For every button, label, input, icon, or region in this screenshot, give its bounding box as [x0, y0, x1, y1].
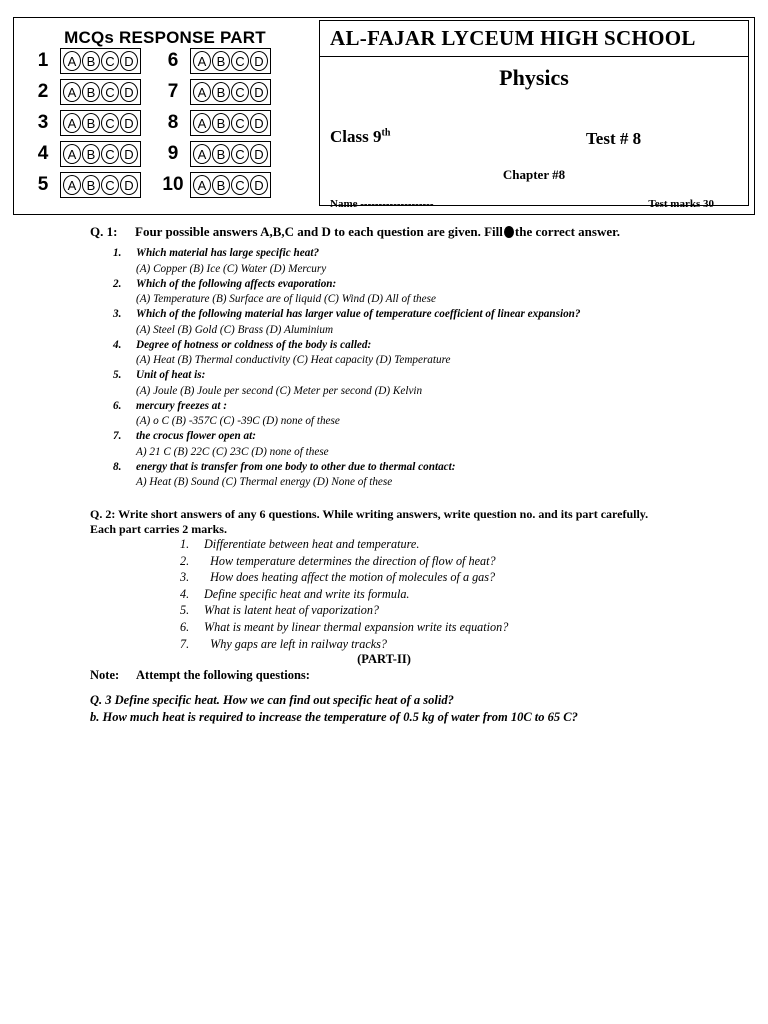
- mcq-question-number: 8.: [113, 460, 122, 473]
- short-question-number: 3.: [180, 570, 190, 585]
- short-question-text: How does heating affect the motion of molecules of a gas?: [204, 570, 496, 585]
- answer-bubble-a[interactable]: A: [193, 51, 211, 71]
- question-number: 5: [37, 174, 49, 195]
- answer-bubble-b[interactable]: B: [82, 51, 100, 71]
- mcq-question-number: 2.: [113, 277, 122, 290]
- mcq-response-row: [32, 108, 141, 138]
- answer-bubble-d[interactable]: D: [120, 175, 138, 195]
- answer-bubble-b[interactable]: B: [212, 144, 230, 164]
- name-field[interactable]: Name --------------------: [330, 198, 434, 210]
- option-box: [190, 172, 271, 198]
- mcq-response-row: [162, 108, 271, 138]
- mcq-question: [113, 246, 673, 262]
- answer-bubble-d[interactable]: D: [120, 51, 138, 71]
- class-label: [330, 127, 390, 147]
- answer-bubble-c[interactable]: C: [231, 82, 249, 102]
- answer-bubble-d[interactable]: D: [250, 82, 268, 102]
- question-number: 9: [167, 143, 179, 164]
- answer-bubble-d[interactable]: D: [120, 113, 138, 133]
- answer-bubble-c[interactable]: C: [101, 82, 119, 102]
- answer-bubble-c[interactable]: C: [231, 51, 249, 71]
- short-question-text: Define specific heat and write its formula.: [204, 586, 410, 601]
- short-question: [180, 636, 508, 653]
- answer-bubble-c[interactable]: C: [231, 175, 249, 195]
- mcq-question-number: 3.: [113, 308, 122, 320]
- answer-bubble-a[interactable]: A: [63, 51, 81, 71]
- short-question-number: 4.: [180, 586, 190, 601]
- subject-title: Physics: [499, 65, 569, 90]
- class-superscript: th: [381, 127, 391, 139]
- school-header: [319, 20, 749, 210]
- mcq-answer-options: (A) Joule (B) Joule per second (C) Meter per second (D) Kelvin: [136, 384, 423, 397]
- mcq-answer-options: (A) o C (B) -357C (C) -39C (D) none of these: [136, 415, 340, 427]
- mcq-question-number: 5.: [113, 369, 122, 381]
- mcq-question-list: [113, 246, 673, 490]
- short-question-text: Why gaps are left in railway tracks?: [204, 636, 388, 651]
- answer-bubble-a[interactable]: A: [63, 144, 81, 164]
- short-question-text: Differentiate between heat and temperature.: [204, 537, 420, 551]
- answer-bubble-d[interactable]: D: [250, 51, 268, 71]
- mcq-question-number: 7.: [113, 430, 122, 442]
- answer-bubble-c[interactable]: C: [101, 113, 119, 133]
- mcq-question-number: 1.: [113, 247, 122, 259]
- mcq-question-number: 6.: [113, 399, 122, 412]
- q1-text-before: Four possible answers A,B,C and D to each question are given. Fill: [135, 224, 503, 239]
- short-question-number: 6.: [180, 619, 190, 634]
- mcq-question-text: energy that is transfer from one body to other due to thermal contact:: [136, 460, 456, 473]
- part-two-heading: (PART-II): [357, 652, 411, 666]
- option-box: [60, 110, 141, 136]
- short-question: [180, 536, 508, 553]
- answer-bubble-d[interactable]: D: [250, 113, 268, 133]
- mcq-response-row: [162, 170, 271, 200]
- mcq-question-text: Which material has large specific heat?: [136, 247, 320, 259]
- mcq-question: [113, 460, 673, 476]
- mcq-response-row: [162, 77, 271, 107]
- mcq-question-text: Degree of hotness or coldness of the body is called:: [136, 338, 372, 351]
- question-number: 2: [37, 81, 49, 102]
- short-question: [180, 619, 508, 636]
- question-number: 3: [37, 112, 49, 133]
- answer-bubble-b[interactable]: B: [212, 51, 230, 71]
- answer-bubble-b[interactable]: B: [82, 175, 100, 195]
- note: [90, 668, 310, 683]
- mcq-answer-options: (A) Steel (B) Gold (C) Brass (D) Aluminium: [136, 323, 334, 336]
- answer-bubble-d[interactable]: D: [250, 144, 268, 164]
- mcq-response-panel: [36, 28, 298, 48]
- test-number: Test # 8: [586, 129, 642, 148]
- mcq-question: [113, 338, 673, 354]
- q3-line2: b. How much heat is required to increase the temperature of 0.5 kg of water from 10C to 65 C?: [90, 709, 578, 724]
- mcq-answer-options: A) Heat (B) Sound (C) Thermal energy (D) None of these: [136, 476, 393, 488]
- q2-line2: Each part carries 2 marks.: [90, 522, 227, 536]
- answer-bubble-a[interactable]: A: [193, 113, 211, 133]
- answer-bubble-a[interactable]: A: [63, 113, 81, 133]
- mcq-question: [113, 277, 673, 293]
- q2-instruction: [90, 507, 690, 537]
- note-text: Attempt the following questions:: [136, 668, 310, 682]
- answer-bubble-a[interactable]: A: [193, 175, 211, 195]
- short-question: [180, 602, 508, 619]
- note-label: Note:: [90, 668, 120, 682]
- q2-line1: Q. 2: Write short answers of any 6 questions. While writing answers, write question no. and its part carefully.: [90, 507, 649, 521]
- chapter-label: Chapter #8: [502, 167, 566, 182]
- question-number: 8: [167, 112, 179, 133]
- mcq-response-row: [32, 46, 141, 76]
- q3-block: [90, 692, 578, 725]
- q1-label: Q. 1:: [90, 224, 118, 239]
- mcq-response-row: [32, 170, 141, 200]
- option-box: [60, 172, 141, 198]
- mcq-question-number: 4.: [113, 338, 122, 351]
- answer-bubble-b[interactable]: B: [82, 82, 100, 102]
- short-question: [180, 569, 508, 586]
- mcq-response-row: [32, 77, 141, 107]
- mcq-response-row: [162, 139, 271, 169]
- short-question-list: [180, 536, 508, 652]
- class-text: Class 9: [330, 127, 382, 146]
- answer-bubble-c[interactable]: C: [231, 144, 249, 164]
- option-box: [190, 79, 271, 105]
- option-box: [190, 110, 271, 136]
- mcq-answer-options: A) 21 C (B) 22C (C) 23C (D) none of these: [136, 445, 329, 458]
- answer-bubble-b[interactable]: B: [212, 113, 230, 133]
- option-box: [190, 141, 271, 167]
- mcq-answer-options: (A) Copper (B) Ice (C) Water (D) Mercury: [136, 262, 327, 275]
- answer-bubble-c[interactable]: C: [101, 51, 119, 71]
- short-question-text: What is meant by linear thermal expansion write its equation?: [204, 619, 509, 634]
- mcq-panel-title: MCQs RESPONSE PART: [64, 28, 266, 47]
- filled-bubble-icon: [504, 226, 514, 238]
- mcq-question-text: mercury freezes at :: [136, 399, 228, 412]
- question-number: 1: [37, 50, 49, 71]
- question-number: 4: [37, 143, 49, 164]
- mcq-response-row: [32, 139, 141, 169]
- mcq-question-text: the crocus flower open at:: [136, 430, 256, 442]
- answer-bubble-c[interactable]: C: [231, 113, 249, 133]
- question-number: 7: [167, 81, 179, 102]
- option-box: [60, 141, 141, 167]
- question-number: 6: [167, 50, 179, 71]
- answer-bubble-b[interactable]: B: [212, 82, 230, 102]
- answer-bubble-d[interactable]: D: [250, 175, 268, 195]
- mcq-question: [113, 368, 673, 384]
- answer-bubble-a[interactable]: A: [193, 144, 211, 164]
- short-question-text: What is latent heat of vaporization?: [204, 603, 380, 618]
- answer-bubble-c[interactable]: C: [101, 144, 119, 164]
- answer-bubble-a[interactable]: A: [193, 82, 211, 102]
- mcq-question-text: Which of the following material has larger value of temperature coefficient of linear expansion?: [136, 308, 581, 320]
- short-question-number: 1.: [180, 537, 190, 551]
- short-question-number: 5.: [180, 603, 190, 618]
- q1-text-after: the correct answer.: [514, 224, 620, 239]
- test-marks: Test marks 30: [648, 198, 714, 210]
- option-box: [190, 48, 271, 74]
- answer-bubble-a[interactable]: A: [63, 82, 81, 102]
- mcq-question: [113, 307, 673, 323]
- mcq-question-text: Which of the following affects evaporation:: [136, 277, 337, 290]
- mcq-question: [113, 399, 673, 415]
- short-question-number: 2.: [180, 553, 190, 568]
- mcq-question-text: Unit of heat is:: [136, 369, 206, 381]
- answer-bubble-d[interactable]: D: [120, 82, 138, 102]
- answer-bubble-b[interactable]: B: [82, 144, 100, 164]
- question-number: 10: [162, 174, 184, 195]
- mcq-question: [113, 429, 673, 445]
- short-question: [180, 586, 508, 603]
- q3-line1: Q. 3 Define specific heat. How we can find out specific heat of a solid?: [90, 693, 454, 707]
- option-box: [60, 48, 141, 74]
- q1-instruction: [90, 224, 620, 240]
- school-name: AL-FAJAR LYCEUM HIGH SCHOOL: [320, 21, 748, 57]
- answer-bubble-b[interactable]: B: [212, 175, 230, 195]
- short-question-text: How temperature determines the direction of flow of heat?: [204, 553, 496, 568]
- answer-bubble-b[interactable]: B: [82, 113, 100, 133]
- mcq-answer-options: (A) Heat (B) Thermal conductivity (C) Heat capacity (D) Temperature: [136, 354, 451, 366]
- short-question-number: 7.: [180, 636, 190, 651]
- answer-bubble-c[interactable]: C: [101, 175, 119, 195]
- answer-bubble-d[interactable]: D: [120, 144, 138, 164]
- option-box: [60, 79, 141, 105]
- mcq-answer-options: (A) Temperature (B) Surface are of liquid (C) Wind (D) All of these: [136, 293, 436, 305]
- short-question: [180, 553, 508, 570]
- mcq-response-row: [162, 46, 271, 76]
- answer-bubble-a[interactable]: A: [63, 175, 81, 195]
